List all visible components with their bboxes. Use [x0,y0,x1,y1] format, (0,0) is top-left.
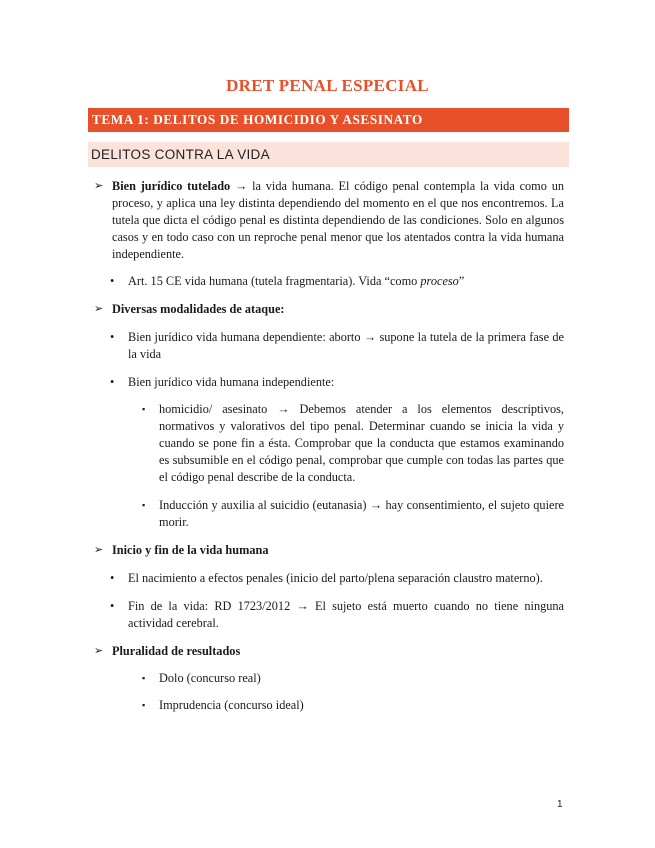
square-bullet-icon: ▪ [142,404,146,414]
bien-juridico-paragraph [112,178,564,263]
nacimiento-item [128,570,564,587]
bien-juridico-label: Bien jurídico tutelado [112,179,231,193]
dolo-text: Dolo (concurso real) [159,671,261,685]
pluralidad-label: Pluralidad de resultados [112,644,241,658]
art15-italic: proceso [420,274,459,288]
section-heading: DELITOS CONTRA LA VIDA [88,142,569,167]
bullet-icon: • [110,375,115,389]
modalidades-heading [112,301,564,318]
induccion-item [159,497,564,531]
arrow-bullet-icon: ➢ [94,645,104,657]
inicio-fin-label: Inicio y fin de la vida humana [112,543,269,557]
arrow-bullet-icon: ➢ [94,180,104,192]
art15-text: Art. 15 CE vida humana (tutela fragmentaria). Vida “como [128,274,421,288]
document-title: DRET PENAL ESPECIAL [226,76,429,95]
right-arrow-icon: → [296,599,309,613]
right-arrow-icon: → [369,498,383,512]
page-number: 1 [557,799,563,810]
art15-item [128,273,564,290]
fin-vida-text-2: El sujeto está muerto cuando no tiene ninguna actividad cerebral. [128,599,564,630]
arrow-bullet-icon: ➢ [94,544,104,556]
fin-vida-item [128,598,564,632]
bullet-icon: • [110,599,115,613]
vida-dependiente-text: Bien jurídico vida humana dependiente: aborto [128,330,364,344]
bullet-icon: • [110,571,115,585]
square-bullet-icon: ▪ [142,500,146,510]
tema-heading: TEMA 1: DELITOS DE HOMICIDIO Y ASESINATO [88,108,569,132]
homicidio-text: homicidio/ asesinato [159,402,278,416]
bullet-icon: • [110,330,115,344]
induccion-text-2: hay consentimiento, el sujeto quiere morir. [159,498,564,529]
modalidades-label: Diversas modalidades de ataque: [112,302,285,316]
pluralidad-heading [112,643,564,660]
inicio-fin-heading [112,542,564,559]
bien-juridico-text: la vida humana. El código penal contempla la vida como un proceso, y aplica una ley distinta dependiendo del momento en el que nos encontremos. La tutela que dicta el código penal es distinta dependiendo de las condiciones. Solo en algunos casos y en todo caso con un reproche penal menor que los atentados contra la vida humana independiente. [112,179,564,261]
vida-dependiente-text-2: supone la tutela de la primera fase de la vida [128,330,564,361]
induccion-text: Inducción y auxilia al suicidio (eutanasia) [159,498,370,512]
imprudencia-item [159,697,564,714]
vida-independiente-item [128,374,564,391]
nacimiento-text: El nacimiento a efectos penales (inicio del parto/plena separación claustro materno). [128,571,543,585]
art15-close: ” [458,274,465,288]
fin-vida-text: Fin de la vida: RD 1723/2012 [128,599,297,613]
right-arrow-icon: → [277,402,290,416]
right-arrow-icon: → [235,179,248,193]
homicidio-text-2: Debemos atender a los elementos descriptivos, normativos y valorativos del tipo penal. Determinar cuando se inicia la vida y cuando se pone fin a ésta. Comprobar que la conducta que estamos examinando es subsumible en el código penal, comprobar que cumple con todas las partes que el código penal describe de la conducta. [159,402,564,484]
dolo-item [159,670,564,687]
square-bullet-icon: ▪ [142,673,146,683]
imprudencia-text: Imprudencia (concurso ideal) [159,698,304,712]
homicidio-item [159,401,564,486]
bullet-icon: • [110,274,115,288]
square-bullet-icon: ▪ [142,700,146,710]
right-arrow-icon: → [363,330,377,344]
vida-independiente-text: Bien jurídico vida humana independiente: [128,375,335,389]
vida-dependiente-item [128,329,564,363]
arrow-bullet-icon: ➢ [94,303,104,315]
